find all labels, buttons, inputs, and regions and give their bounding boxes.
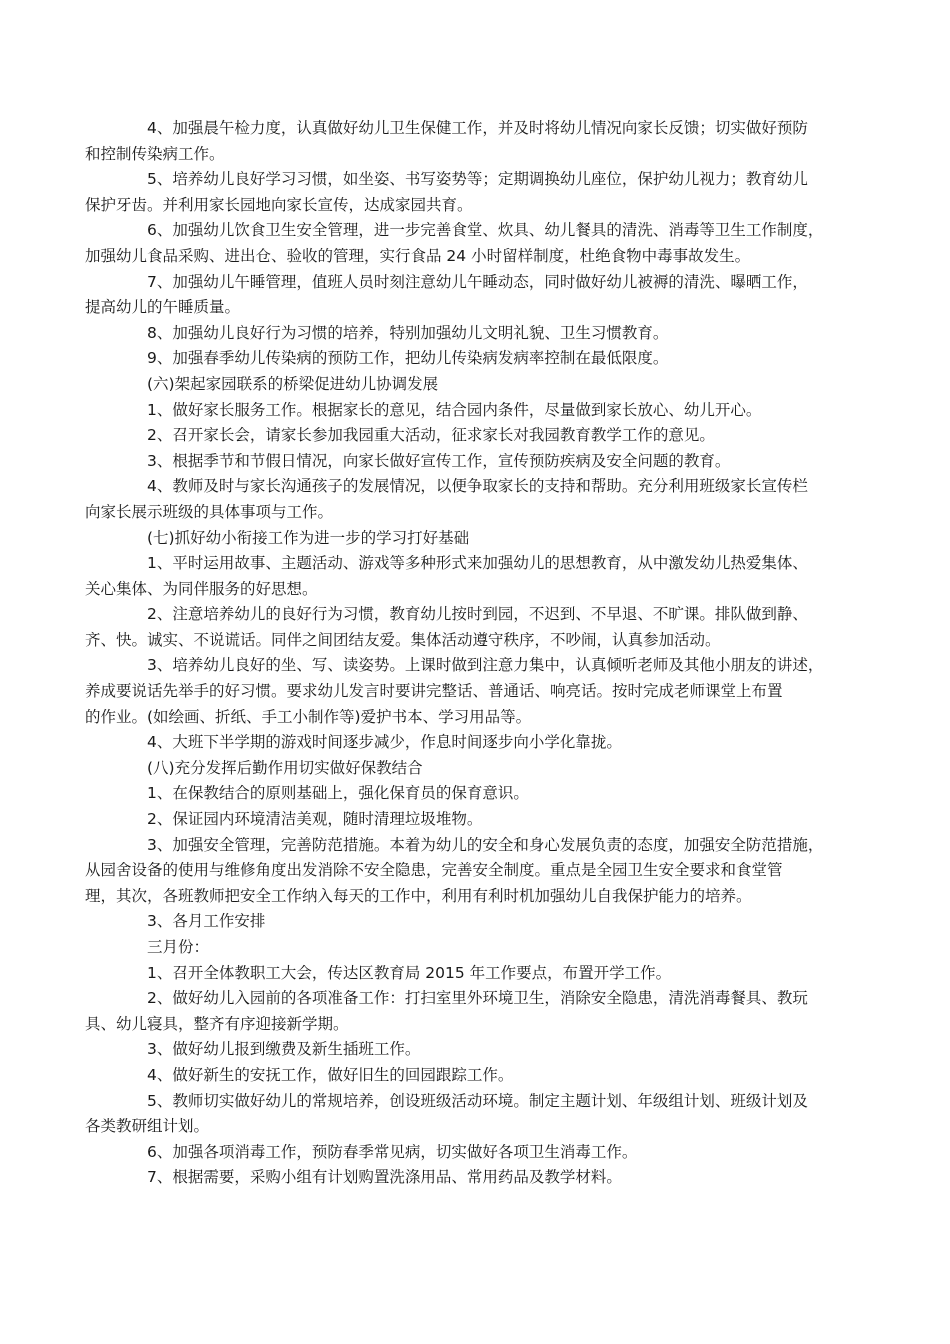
document-paragraph <box>85 986 856 1037</box>
paragraph-line: (七)抓好幼小衔接工作为进一步的学习打好基础 <box>147 528 470 547</box>
paragraph-line: 和控制传染病工作。 <box>85 144 225 163</box>
document-paragraph <box>116 398 856 424</box>
paragraph-line: 2、注意培养幼儿的良好行为习惯，教育幼儿按时到园，不迟到、不早退、不旷课。排队做到静、 <box>147 605 808 624</box>
paragraph-line: 2、做好幼儿入园前的各项准备工作：打扫室里外环境卫生，消除安全隐患，清洗消毒餐具、教玩 <box>147 989 808 1008</box>
paragraph-line: 理，其次，各班教师把安全工作纳入每天的工作中，利用有利时机加强幼儿自我保护能力的培养。 <box>85 886 752 905</box>
paragraph-line: 提高幼儿的午睡质量。 <box>85 298 241 317</box>
paragraph-line: 齐、快。诚实、不说谎话。同伴之间团结友爱。集体活动遵守秩序，不吵闹，认真参加活动。 <box>85 630 721 649</box>
paragraph-line: 具、幼儿寝具，整齐有序迎接新学期。 <box>85 1014 349 1033</box>
paragraph-line: 1、平时运用故事、主题活动、游戏等多种形式来加强幼儿的思想教育，从中激发幼儿热爱集体、 <box>147 554 808 573</box>
paragraph-line: 1、做好家长服务工作。根据家长的意见，结合园内条件，尽量做到家长放心、幼儿开心。 <box>147 400 762 419</box>
document-paragraph <box>116 1037 856 1063</box>
paragraph-line: 8、加强幼儿良好行为习惯的培养，特别加强幼儿文明礼貌、卫生习惯教育。 <box>147 323 669 342</box>
paragraph-line: 3、加强安全管理，完善防范措施。本着为幼儿的安全和身心发展负责的态度，加强安全防范措施， <box>147 835 824 854</box>
document-paragraph <box>85 270 856 321</box>
document-paragraph <box>116 781 856 807</box>
paragraph-line: 的作业。(如绘画、折纸、手工小制作等)爱护书本、学习用品等。 <box>85 707 532 726</box>
document-paragraph <box>116 526 856 552</box>
paragraph-line: 5、教师切实做好幼儿的常规培养，创设班级活动环境。制定主题计划、年级组计划、班级计划及 <box>147 1091 808 1110</box>
paragraph-line: 从园舍设备的使用与维修角度出发消除不安全隐患，完善安全制度。重点是全园卫生安全要求和食堂管 <box>85 861 783 880</box>
document-paragraph <box>116 1140 856 1166</box>
document-paragraph <box>116 1063 856 1089</box>
document-paragraph <box>116 730 856 756</box>
paragraph-line: 1、召开全体教职工大会，传达区教育局 2015 年工作要点，布置开学工作。 <box>147 963 672 982</box>
paragraph-line: 2、召开家长会，请家长参加我园重大活动，征求家长对我园教育教学工作的意见。 <box>147 426 715 445</box>
document-paragraph <box>116 961 856 987</box>
document-paragraph <box>116 935 856 961</box>
document-paragraph <box>85 833 856 910</box>
paragraph-line: 3、培养幼儿良好的坐、写、读姿势。上课时做到注意力集中，认真倾听老师及其他小朋友的讲述， <box>147 656 824 675</box>
paragraph-line: 3、各月工作安排 <box>147 912 266 931</box>
document-paragraph <box>116 372 856 398</box>
paragraph-line: (六)架起家园联系的桥梁促进幼儿协调发展 <box>147 374 439 393</box>
paragraph-line: 保护牙齿。并利用家长园地向家长宣传，达成家园共育。 <box>85 195 473 214</box>
paragraph-line: 4、做好新生的安抚工作，做好旧生的回园跟踪工作。 <box>147 1065 514 1084</box>
document-paragraph <box>85 602 856 653</box>
paragraph-line: 加强幼儿食品采购、进出仓、验收的管理，实行食品 24 小时留样制度，杜绝食物中毒事故发生。 <box>85 246 751 265</box>
paragraph-line: 5、培养幼儿良好学习习惯，如坐姿、书写姿势等；定期调换幼儿座位，保护幼儿视力；教育幼儿 <box>147 170 808 189</box>
paragraph-line: 4、教师及时与家长沟通孩子的发展情况，以便争取家长的支持和帮助。充分利用班级家长宣传栏 <box>147 477 808 496</box>
document-paragraph <box>85 551 856 602</box>
document-paragraph <box>85 218 856 269</box>
paragraph-line: 7、根据需要，采购小组有计划购置洗涤用品、常用药品及教学材料。 <box>147 1168 622 1187</box>
paragraph-line: 向家长展示班级的具体事项与工作。 <box>85 502 334 521</box>
document-paragraph <box>116 346 856 372</box>
document-paragraph <box>116 756 856 782</box>
document-body <box>85 116 856 1191</box>
paragraph-line: 养成要说话先举手的好习惯。要求幼儿发言时要讲完整话、普通话、响亮话。按时完成老师课堂上布置 <box>85 682 783 701</box>
document-paragraph <box>85 167 856 218</box>
document-paragraph <box>116 321 856 347</box>
paragraph-line: 2、保证园内环境清洁美观，随时清理垃圾堆物。 <box>147 810 483 829</box>
paragraph-line: 6、加强幼儿饮食卫生安全管理，进一步完善食堂、炊具、幼儿餐具的清洗、消毒等卫生工作制度， <box>147 221 824 240</box>
document-paragraph <box>116 1165 856 1191</box>
paragraph-line: 9、加强春季幼儿传染病的预防工作，把幼儿传染病发病率控制在最低限度。 <box>147 349 669 368</box>
paragraph-line: (八)充分发挥后勤作用切实做好保教结合 <box>147 758 423 777</box>
paragraph-line: 7、加强幼儿午睡管理，值班人员时刻注意幼儿午睡动态，同时做好幼儿被褥的清洗、曝晒工作， <box>147 272 808 291</box>
document-paragraph <box>116 449 856 475</box>
document-paragraph <box>85 116 856 167</box>
paragraph-line: 各类教研组计划。 <box>85 1117 210 1136</box>
document-paragraph <box>85 1089 856 1140</box>
document-paragraph <box>85 474 856 525</box>
paragraph-line: 6、加强各项消毒工作，预防春季常见病，切实做好各项卫生消毒工作。 <box>147 1142 638 1161</box>
paragraph-line: 3、做好幼儿报到缴费及新生插班工作。 <box>147 1040 421 1059</box>
document-paragraph <box>116 807 856 833</box>
paragraph-line: 4、大班下半学期的游戏时间逐步减少，作息时间逐步向小学化靠拢。 <box>147 733 622 752</box>
document-paragraph <box>85 653 856 730</box>
paragraph-line: 1、在保教结合的原则基础上，强化保育员的保育意识。 <box>147 784 529 803</box>
document-paragraph <box>116 909 856 935</box>
document-paragraph <box>116 423 856 449</box>
paragraph-line: 三月份： <box>147 938 210 956</box>
paragraph-line: 关心集体、为同伴服务的好思想。 <box>85 579 318 598</box>
paragraph-line: 3、根据季节和节假日情况，向家长做好宣传工作，宣传预防疾病及安全问题的教育。 <box>147 451 731 470</box>
paragraph-line: 4、加强晨午检力度，认真做好幼儿卫生保健工作，并及时将幼儿情况向家长反馈；切实做好预防 <box>147 119 808 137</box>
